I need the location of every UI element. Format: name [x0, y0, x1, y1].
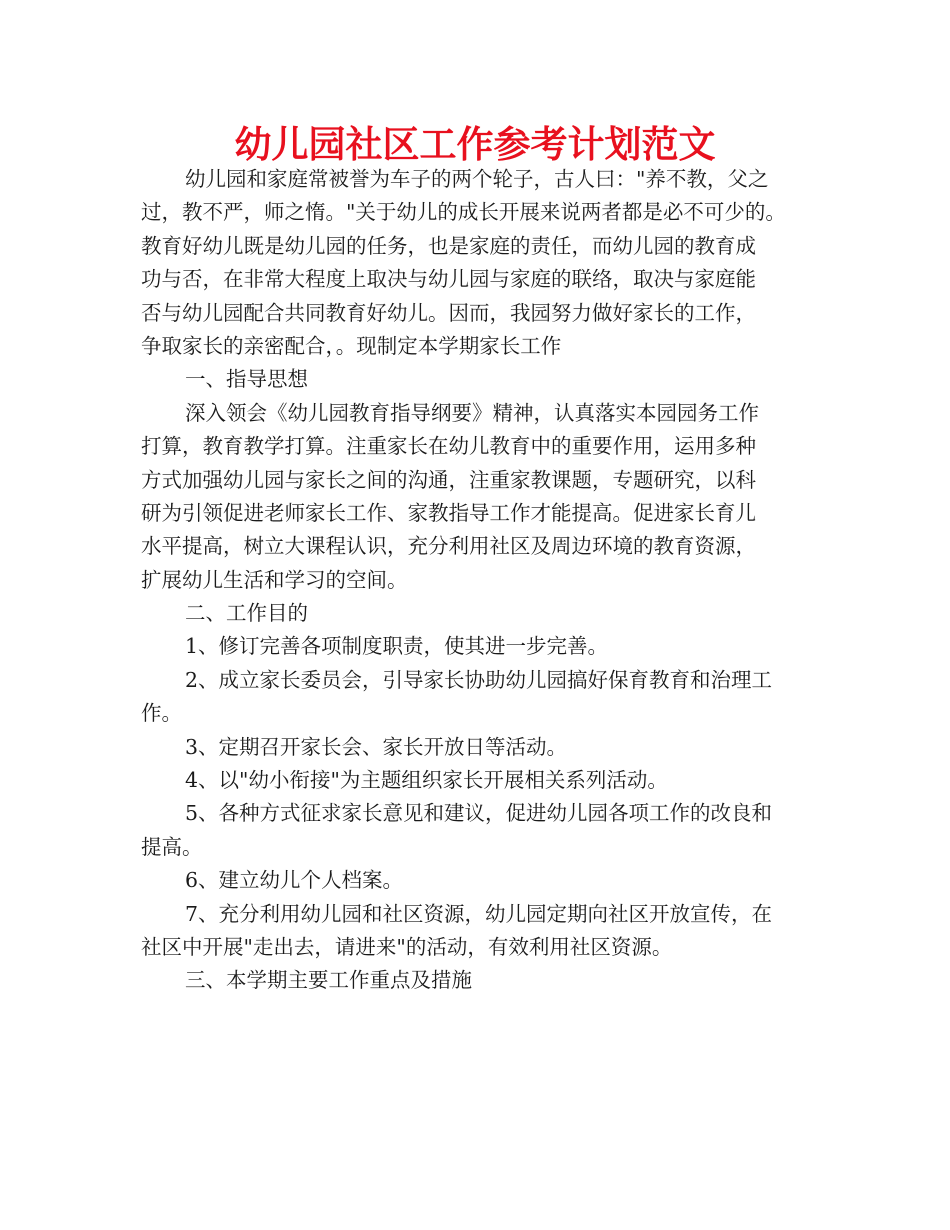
text-line: 1、修订完善各项制度职责，使其进一步完善。	[185, 634, 609, 659]
text-line: 一、指导思想	[185, 367, 308, 392]
text-line: 3、定期召开家长会、家长开放日等活动。	[185, 734, 568, 759]
text-line: 水平提高，树立大课程认识，充分利用社区及周边环境的教育资源，	[141, 534, 756, 559]
text-line: 5、各种方式征求家长意见和建议，促进幼儿园各项工作的改良和	[185, 801, 773, 826]
text-line: 功与否，在非常大程度上取决与幼儿园与家庭的联络，取决与家庭能	[141, 267, 756, 292]
text-line: 扩展幼儿生活和学习的空间。	[141, 567, 408, 592]
text-line: 教育好幼儿既是幼儿园的任务，也是家庭的责任，而幼儿园的教育成	[141, 233, 756, 258]
text-line: 研为引领促进老师家长工作、家教指导工作才能提高。促进家长育儿	[141, 500, 756, 525]
text-line: 6、建立幼儿个人档案。	[185, 868, 404, 893]
text-line: 社区中开展"走出去，请进来"的活动，有效利用社区资源。	[141, 934, 673, 959]
text-line: 三、本学期主要工作重点及措施	[185, 968, 472, 993]
text-line: 否与幼儿园配合共同教育好幼儿。因而，我园努力做好家长的工作，	[141, 300, 756, 325]
text-line: 7、充分利用幼儿园和社区资源，幼儿园定期向社区开放宣传，在	[185, 901, 773, 926]
document-title: 幼儿园社区工作参考计划范文	[234, 123, 716, 166]
document-body	[141, 163, 821, 998]
text-line: 提高。	[141, 834, 203, 859]
text-line: 争取家长的亲密配合，。现制定本学期家长工作	[141, 333, 562, 358]
text-line: 4、以"幼小衔接"为主题组织家长开展相关系列活动。	[185, 768, 668, 793]
text-line: 方式加强幼儿园与家长之间的沟通，注重家教课题，专题研究，以科	[141, 467, 756, 492]
text-line: 2、成立家长委员会，引导家长协助幼儿园搞好保育教育和治理工	[185, 667, 773, 692]
text-line: 作。	[141, 701, 182, 726]
text-line: 深入领会《幼儿园教育指导纲要》精神，认真落实本园园务工作	[185, 400, 759, 425]
text-line: 幼儿园和家庭常被誉为车子的两个轮子，古人曰："养不教，父之	[185, 167, 769, 191]
text-line: 过，教不严，师之惰。"关于幼儿的成长开展来说两者都是必不可少的。	[141, 200, 786, 225]
text-line: 二、工作目的	[185, 601, 308, 626]
text-line: 打算，教育教学打算。注重家长在幼儿教育中的重要作用，运用多种	[141, 434, 756, 459]
